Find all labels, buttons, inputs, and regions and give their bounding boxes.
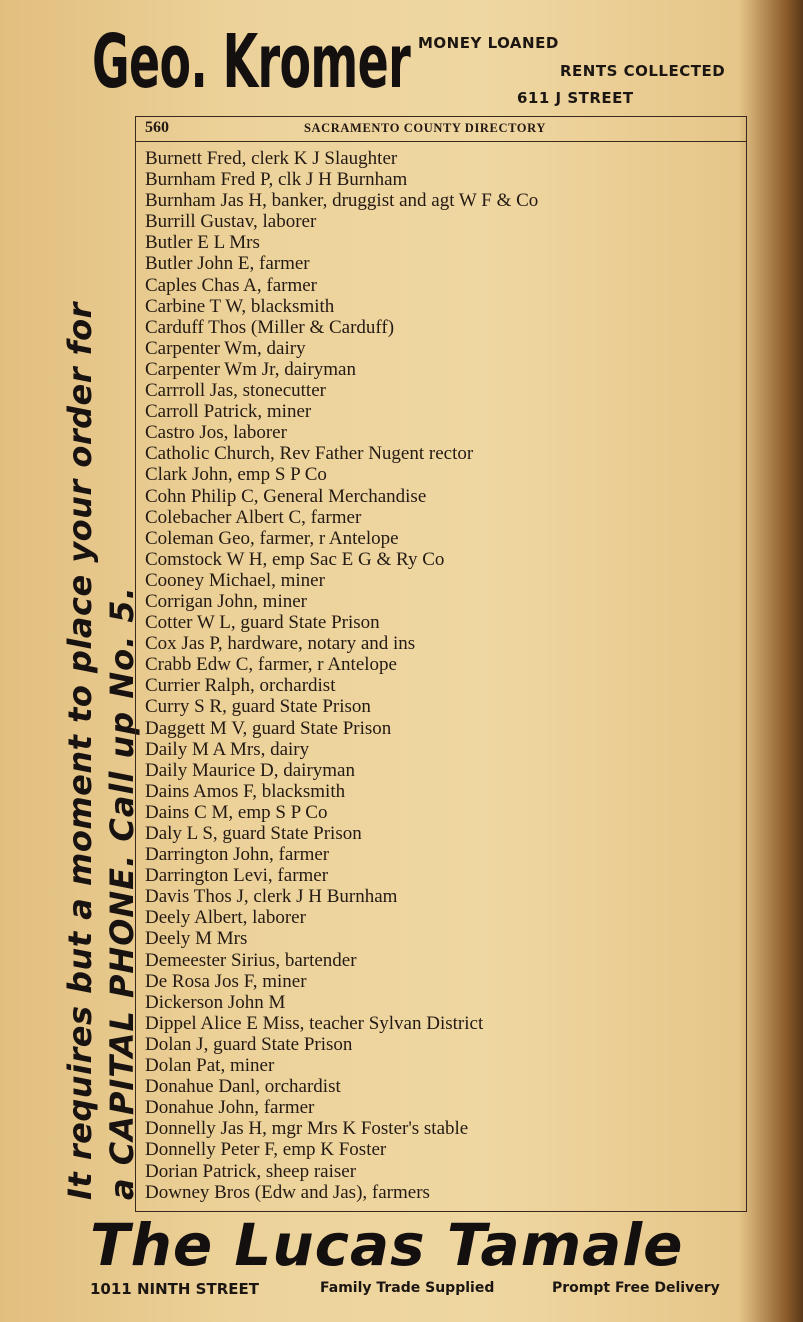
- directory-entry: Clark John, emp S P Co: [145, 464, 327, 486]
- directory-entry: Darrington John, farmer: [145, 844, 330, 866]
- header-ad-rents-collected: RENTS COLLECTED: [560, 62, 726, 80]
- directory-entry: Caples Chas A, farmer: [145, 274, 318, 296]
- directory-entry: Catholic Church, Rev Father Nugent rector: [145, 443, 474, 465]
- directory-entry: Burrill Gustav, laborer: [145, 211, 317, 233]
- directory-entry: Daly L S, guard State Prison: [145, 823, 362, 844]
- directory-entry: Currier Ralph, orchardist: [145, 675, 336, 697]
- directory-entry: Dickerson John M: [145, 991, 286, 1013]
- directory-entry: Cooney Michael, miner: [145, 569, 325, 591]
- directory-entry: Carrroll Jas, stonecutter: [145, 380, 326, 402]
- directory-entry: Darrington Levi, farmer: [145, 865, 329, 887]
- directory-entry: Dorian Patrick, sheep raiser: [145, 1160, 357, 1182]
- directory-entry: Davis Thos J, clerk J H Burnham: [145, 886, 398, 908]
- header-ad-name: Geo. Kromer: [92, 19, 411, 105]
- directory-entry: Cotter W L, guard State Prison: [145, 612, 380, 634]
- side-ad-line-2: a CAPITAL PHONE. Call up No. 5.: [103, 586, 141, 1200]
- header-ad-money-loaned: MONEY LOANED: [418, 34, 559, 52]
- directory-entry: Curry S R, guard State Prison: [145, 696, 371, 718]
- page-number: 560: [145, 119, 169, 136]
- directory-entry: Donnelly Jas H, mgr Mrs K Foster's stable: [145, 1118, 469, 1140]
- directory-entry: Deely M Mrs: [145, 928, 248, 950]
- directory-entry: Dains Amos F, blacksmith: [145, 780, 346, 802]
- directory-entry: Daily M A Mrs, dairy: [145, 738, 310, 760]
- directory-entry: Daggett M V, guard State Prison: [145, 717, 392, 739]
- directory-entry: Donnelly Peter F, emp K Foster: [145, 1139, 387, 1161]
- side-ad-line-1: It requires but a moment to place your order for: [61, 302, 99, 1200]
- directory-entry: Donahue John, farmer: [145, 1097, 315, 1119]
- directory-entry: Carpenter Wm, dairy: [145, 337, 306, 359]
- directory-entry: Comstock W H, emp Sac E G & Ry Co: [145, 548, 445, 570]
- directory-entry: Cohn Philip C, General Merchandise: [145, 485, 427, 507]
- directory-entry: Burnett Fred, clerk K J Slaughter: [145, 148, 398, 169]
- directory-entry: Burnham Fred P, clk J H Burnham: [145, 169, 408, 191]
- directory-frame: [135, 116, 747, 1212]
- directory-entry: Carduff Thos (Miller & Carduff): [145, 316, 395, 338]
- directory-entry: Dolan Pat, miner: [145, 1055, 275, 1077]
- directory-entry: Carroll Patrick, miner: [145, 401, 312, 423]
- directory-entry: Corrigan John, miner: [145, 590, 308, 612]
- directory-entry: Butler John E, farmer: [145, 253, 310, 275]
- directory-entry: Daily Maurice D, dairyman: [145, 759, 355, 781]
- directory-entry: Dolan J, guard State Prison: [145, 1033, 353, 1055]
- directory-entry: Cox Jas P, hardware, notary and ins: [145, 633, 416, 655]
- directory-entry: Butler E L Mrs: [145, 232, 260, 254]
- side-advertisement: [60, 110, 144, 1200]
- footer-ad-address: 1011 NINTH STREET: [90, 1280, 259, 1298]
- directory-entry: Crabb Edw C, farmer, r Antelope: [145, 654, 397, 676]
- directory-entry: Carbine T W, blacksmith: [145, 295, 335, 317]
- footer-ad-name: The Lucas Tamale: [90, 1211, 684, 1279]
- directory-entry: Dippel Alice E Miss, teacher Sylvan District: [145, 1012, 484, 1034]
- directory-entry: Downey Bros (Edw and Jas), farmers: [145, 1181, 430, 1203]
- directory-entry: Demeester Sirius, bartender: [145, 949, 357, 971]
- page-header: [136, 117, 746, 142]
- directory-entry: De Rosa Jos F, miner: [145, 970, 307, 992]
- footer-ad-free-delivery: Prompt Free Delivery: [552, 1280, 720, 1296]
- directory-entry: Carpenter Wm Jr, dairyman: [145, 358, 356, 380]
- directory-entry: Donahue Danl, orchardist: [145, 1076, 341, 1098]
- directory-entry: Deely Albert, laborer: [145, 907, 306, 929]
- directory-entry: Burnham Jas H, banker, druggist and agt W F & Co: [145, 190, 539, 212]
- directory-entry: Castro Jos, laborer: [145, 422, 287, 444]
- directory-entry: Dains C M, emp S P Co: [145, 801, 328, 823]
- directory-entry: Coleman Geo, farmer, r Antelope: [145, 527, 399, 549]
- header-ad-address: 611 J STREET: [517, 89, 634, 107]
- footer-ad-family-trade: Family Trade Supplied: [320, 1280, 495, 1296]
- directory-list: [145, 148, 538, 1203]
- page-title: SACRAMENTO COUNTY DIRECTORY: [304, 121, 546, 135]
- directory-entry: Colebacher Albert C, farmer: [145, 506, 362, 528]
